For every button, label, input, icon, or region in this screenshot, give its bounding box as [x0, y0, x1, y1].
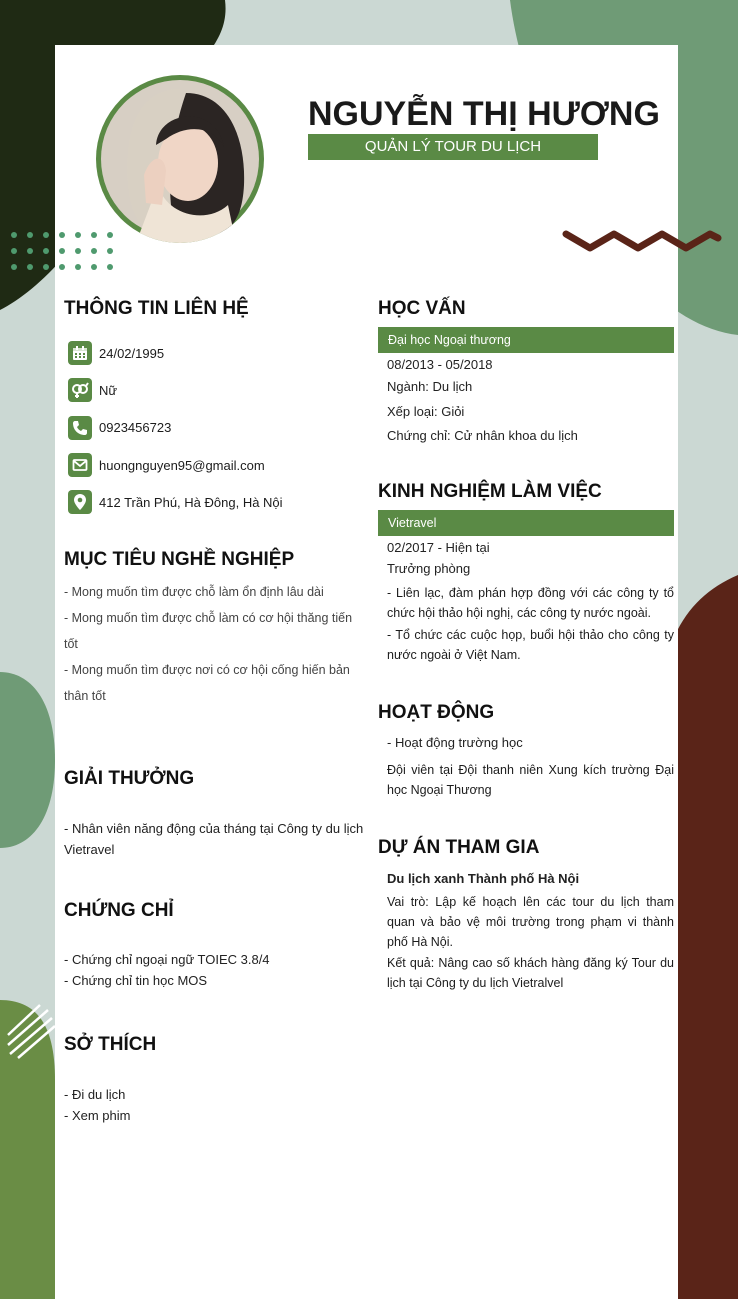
activities-section-title: HOẠT ĐỘNG: [378, 702, 495, 723]
job-title-banner: QUẢN LÝ TOUR DU LỊCH: [308, 134, 598, 160]
education-line: 08/2013 - 05/2018: [387, 357, 493, 372]
education-line: Chứng chỉ: Cử nhân khoa du lịch: [387, 428, 578, 443]
certificates-section-title: CHỨNG CHỈ: [64, 900, 174, 921]
experience-position: Trưởng phòng: [387, 561, 471, 576]
projects-section-title: DỰ ÁN THAM GIA: [378, 837, 540, 858]
project-name: Du lịch xanh Thành phố Hà Nội: [387, 871, 580, 886]
education-section-title: HỌC VẤN: [378, 298, 466, 319]
email-icon: [68, 453, 92, 477]
experience-bullet: - Tổ chức các cuộc họp, buổi hội thảo cho công ty nước ngoài ở Việt Nam.: [387, 628, 674, 662]
objective-line: - Mong muốn tìm được chỗ làm có cơ hội thăng tiến: [64, 611, 353, 625]
experience-section-title: KINH NGHIỆM LÀM VIỆC: [378, 481, 602, 502]
award-line: - Nhân viên năng động của tháng tại Công ty du lịch: [64, 821, 364, 836]
contact-birthdate: 24/02/1995: [99, 346, 165, 361]
zigzag-decoration: [562, 224, 722, 260]
education-school-bar: Đại học Ngoại thương: [378, 327, 674, 353]
objective-line: thân tốt: [64, 689, 106, 703]
location-icon: [68, 490, 92, 514]
certificate-line: - Chứng chỉ tin học MOS: [64, 973, 208, 988]
objective-section-title: MỤC TIÊU NGHỀ NGHIỆP: [64, 549, 295, 570]
dot-grid-decoration: [8, 230, 118, 272]
avatar: [96, 75, 264, 243]
objective-line: - Mong muốn tìm được nơi có cơ hội cống hiến bản: [64, 663, 350, 677]
contact-address: 412 Trần Phú, Hà Đông, Hà Nội: [99, 495, 283, 510]
experience-bullet: - Liên lạc, đàm phán hợp đồng với các công ty tổ chức hội thảo hội nghị, các công ty nước ngoài.: [387, 586, 674, 620]
certificate-line: - Chứng chỉ ngoại ngữ TOIEC 3.8/4: [64, 952, 270, 967]
hobbies-section-title: SỞ THÍCH: [64, 1034, 157, 1055]
award-line: Vietravel: [64, 842, 115, 857]
objective-line: - Mong muốn tìm được chỗ làm ổn định lâu dài: [64, 585, 324, 599]
hobby-line: - Xem phim: [64, 1108, 131, 1123]
activity-detail: Đội viên tại Đội thanh niên Xung kích trường Đại học Ngoại Thương: [387, 763, 674, 797]
objective-line: tốt: [64, 637, 78, 651]
phone-icon: [68, 416, 92, 440]
experience-company-bar: Vietravel: [378, 510, 674, 536]
contact-gender: Nữ: [99, 383, 118, 398]
project-role: Vai trò: Lập kế hoạch lên các tour du lịch tham quan và bảo vệ môi trường trong phạm vi thành phố Hà Nội.: [387, 895, 674, 949]
education-line: Xếp loại: Giỏi: [387, 404, 465, 419]
calendar-icon: [68, 341, 92, 365]
activity-item: - Hoạt động trường học: [387, 735, 523, 750]
candidate-name: NGUYỄN THỊ HƯƠNG: [308, 95, 660, 133]
contact-section-title: THÔNG TIN LIÊN HỆ: [64, 298, 249, 319]
education-line: Ngành: Du lịch: [387, 379, 473, 394]
contact-email[interactable]: huongnguyen95@gmail.com: [99, 458, 265, 473]
experience-period: 02/2017 - Hiện tại: [387, 540, 490, 555]
sage-blob-left: [0, 672, 55, 848]
awards-section-title: GIẢI THƯỞNG: [64, 768, 195, 789]
contact-phone[interactable]: 0923456723: [99, 420, 172, 435]
hobby-line: - Đi du lịch: [64, 1087, 126, 1102]
project-result: Kết quả: Nâng cao số khách hàng đăng ký Tour du lịch tại Công ty du lịch Vietralvel: [387, 956, 674, 990]
gender-icon: [68, 378, 92, 402]
